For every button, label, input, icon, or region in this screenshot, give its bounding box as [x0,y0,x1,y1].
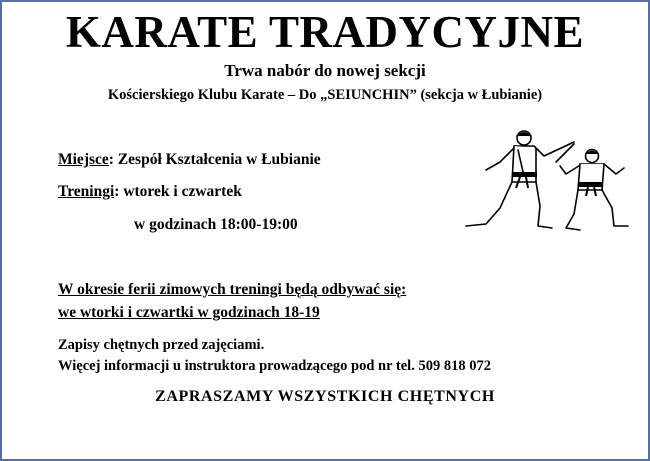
club-subtitle: Kościerskiego Klubu Karate – Do „SEIUNCHIN” (sekcja w Łubianie) [107,87,543,103]
place-line [58,151,321,169]
training-line [58,183,242,201]
training-days: wtorek i czwartek [123,183,242,200]
winter-notice-line1: W okresie ferii zimowych treningi będą odbywać się: [58,281,407,298]
karate-fighters-icon [456,116,634,234]
belt-left [512,172,537,177]
place-separator: : [108,151,118,168]
enrollment-note: Zapisy chętnych przed zajęciami. [58,337,265,353]
winter-notice-line2: we wtorki i czwartki w godzinach 18-19 [58,304,320,321]
place-value: Zespół Kształcenia w Łubianie [117,151,321,168]
place-label: Miejsce [58,151,109,168]
belt-right [578,182,603,187]
poster-title: KARATE TRADYCYJNE [65,7,585,57]
training-label: Treningi [58,183,115,200]
recruitment-subtitle: Trwa nabór do nowej sekcji [224,61,426,80]
training-hours: w godzinach 18:00-19:00 [134,216,298,233]
invitation: ZAPRASZAMY WSZYSTKICH CHĘTNYCH [155,388,495,405]
training-separator: : [114,183,124,200]
contact-info: Więcej informacji u instruktora prowadzącego pod nr tel. 509 818 072 [58,358,491,374]
karate-fighters-illustration [456,116,634,234]
